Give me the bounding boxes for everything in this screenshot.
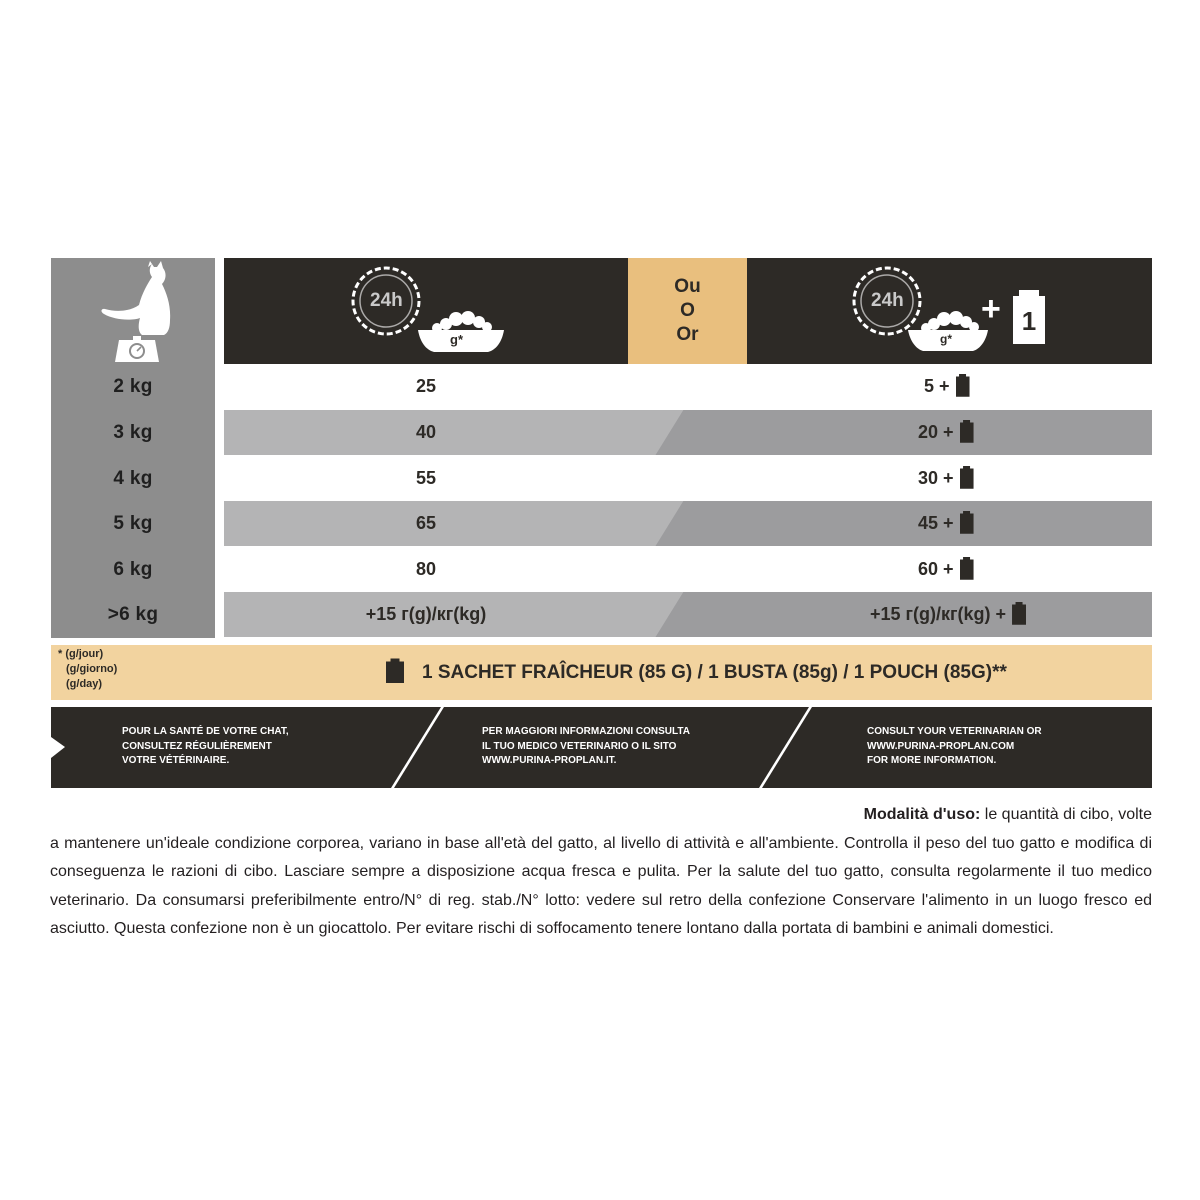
advice-it — [482, 725, 690, 769]
daily-note-en: (g/day) — [66, 678, 103, 690]
advice-line: WWW.PURINA-PROPLAN.COM — [867, 740, 1015, 752]
mixed-value — [924, 364, 1200, 409]
table-row — [224, 364, 1152, 409]
advice-line: CONSULT YOUR VETERINARIAN OR — [867, 726, 1042, 737]
divider — [391, 707, 444, 788]
or-separator — [628, 258, 747, 364]
left-clock-label: 24h — [370, 290, 403, 311]
pouch-icon — [1012, 602, 1026, 625]
advice-band — [51, 707, 1152, 788]
advice-fr — [122, 725, 289, 769]
weight-label: 2 kg — [113, 376, 153, 397]
pouch-icon — [956, 374, 970, 397]
mixed-value — [870, 592, 1200, 637]
or-word-it: O — [680, 300, 695, 321]
daily-note-fr: * (g/jour) — [58, 648, 104, 660]
advice-line: PER MAGGIORI INFORMAZIONI CONSULTA — [482, 726, 690, 737]
mixed-value — [918, 501, 1200, 546]
weight-label: 4 kg — [113, 468, 153, 489]
dry-only-value: 80 — [415, 559, 437, 579]
dry-food-only-header — [224, 258, 628, 364]
right-bowl-unit: g* — [940, 332, 952, 346]
mixed-value — [918, 410, 1200, 455]
arrow-icon — [51, 737, 65, 758]
pouch-icon — [386, 658, 404, 683]
daily-note-it: (g/giorno) — [66, 663, 118, 675]
dry-only-value: +15 г(g)/кг(kg) — [365, 604, 487, 624]
usage-heading: Modalità d'uso: — [863, 806, 981, 823]
dry-only-value: 55 — [415, 468, 437, 488]
right-clock-label: 24h — [871, 290, 904, 311]
advice-line: POUR LA SANTÉ DE VOTRE CHAT, — [122, 726, 289, 737]
dry-plus-wet-header — [747, 258, 1152, 364]
dry-only-value: 25 — [415, 376, 437, 396]
table-row — [224, 456, 1152, 501]
pouch-count: 1 — [1021, 306, 1037, 336]
dry-only-value: 40 — [415, 422, 437, 442]
advice-line: IL TUO MEDICO VETERINARIO O IL SITO — [482, 740, 677, 752]
or-word-fr: Ou — [674, 276, 701, 297]
pouch-icon — [960, 466, 974, 489]
weight-label: 5 kg — [113, 513, 153, 534]
dry-only-value: 65 — [415, 513, 437, 533]
table-row — [224, 410, 1152, 455]
table-row — [224, 592, 1152, 637]
daily-unit-note — [58, 647, 117, 692]
mixed-value-text: 20 + — [918, 422, 954, 442]
advice-line: FOR MORE INFORMATION. — [867, 755, 997, 766]
weight-label: 6 kg — [113, 559, 153, 580]
weight-label: 3 kg — [113, 422, 153, 443]
table-row — [224, 501, 1152, 546]
mixed-value — [918, 547, 1200, 592]
cat-on-scale-icon — [51, 258, 215, 364]
advice-line: CONSULTEZ RÉGULIÈREMENT — [122, 740, 272, 752]
mixed-value-text: +15 г(g)/кг(kg) + — [870, 604, 1007, 624]
pouch-icon — [960, 420, 974, 443]
mixed-value-text: 5 + — [924, 376, 950, 396]
plus-sign: + — [981, 290, 1001, 328]
usage-body: a mantenere un'ideale condizione corporea, variano in base all'età del gatto, al livello di attività e all'ambiente. Controlla il peso del tuo gatto e modifica di conseguenza le razioni di cibo. Lasciare sempre a disposizione acqua fresca e pulita. Per la salute del tuo gatto, consulta regolarmente il tuo medico veterinario. Da consumarsi preferibilmente entro/N° di reg. stab./N° lotto: vedere sul retro della confezione Conservare l'alimento in un luogo fresco ed asciutto. Questa confezione non è un giocattolo. Per evitare rischi di soffocamento tenere lontano dalla portata di bambini e animali domestici. — [50, 834, 1152, 937]
mixed-value — [918, 456, 1200, 501]
sachet-line — [386, 656, 1007, 690]
usage-instructions — [50, 801, 1152, 944]
pouch-icon — [960, 557, 974, 580]
left-bowl-unit: g* — [450, 332, 463, 347]
usage-first-line — [50, 801, 1152, 830]
weight-label: >6 kg — [107, 604, 159, 625]
sachet-text: 1 SACHET FRAÎCHEUR (85 G) / 1 BUSTA (85g) / 1 POUCH (85G)** — [422, 662, 1007, 683]
advice-en — [867, 725, 1042, 769]
mixed-value-text: 45 + — [918, 513, 954, 533]
pouch-icon — [960, 511, 974, 534]
mixed-value-text: 60 + — [918, 559, 954, 579]
mixed-value-text: 30 + — [918, 468, 954, 488]
advice-line: VOTRE VÉTÉRINAIRE. — [122, 755, 230, 766]
advice-line: WWW.PURINA-PROPLAN.IT. — [482, 755, 617, 766]
usage-first-text: le quantità di cibo, volte — [984, 806, 1152, 823]
divider — [759, 707, 812, 788]
table-row — [224, 547, 1152, 592]
or-word-en: Or — [676, 324, 699, 345]
